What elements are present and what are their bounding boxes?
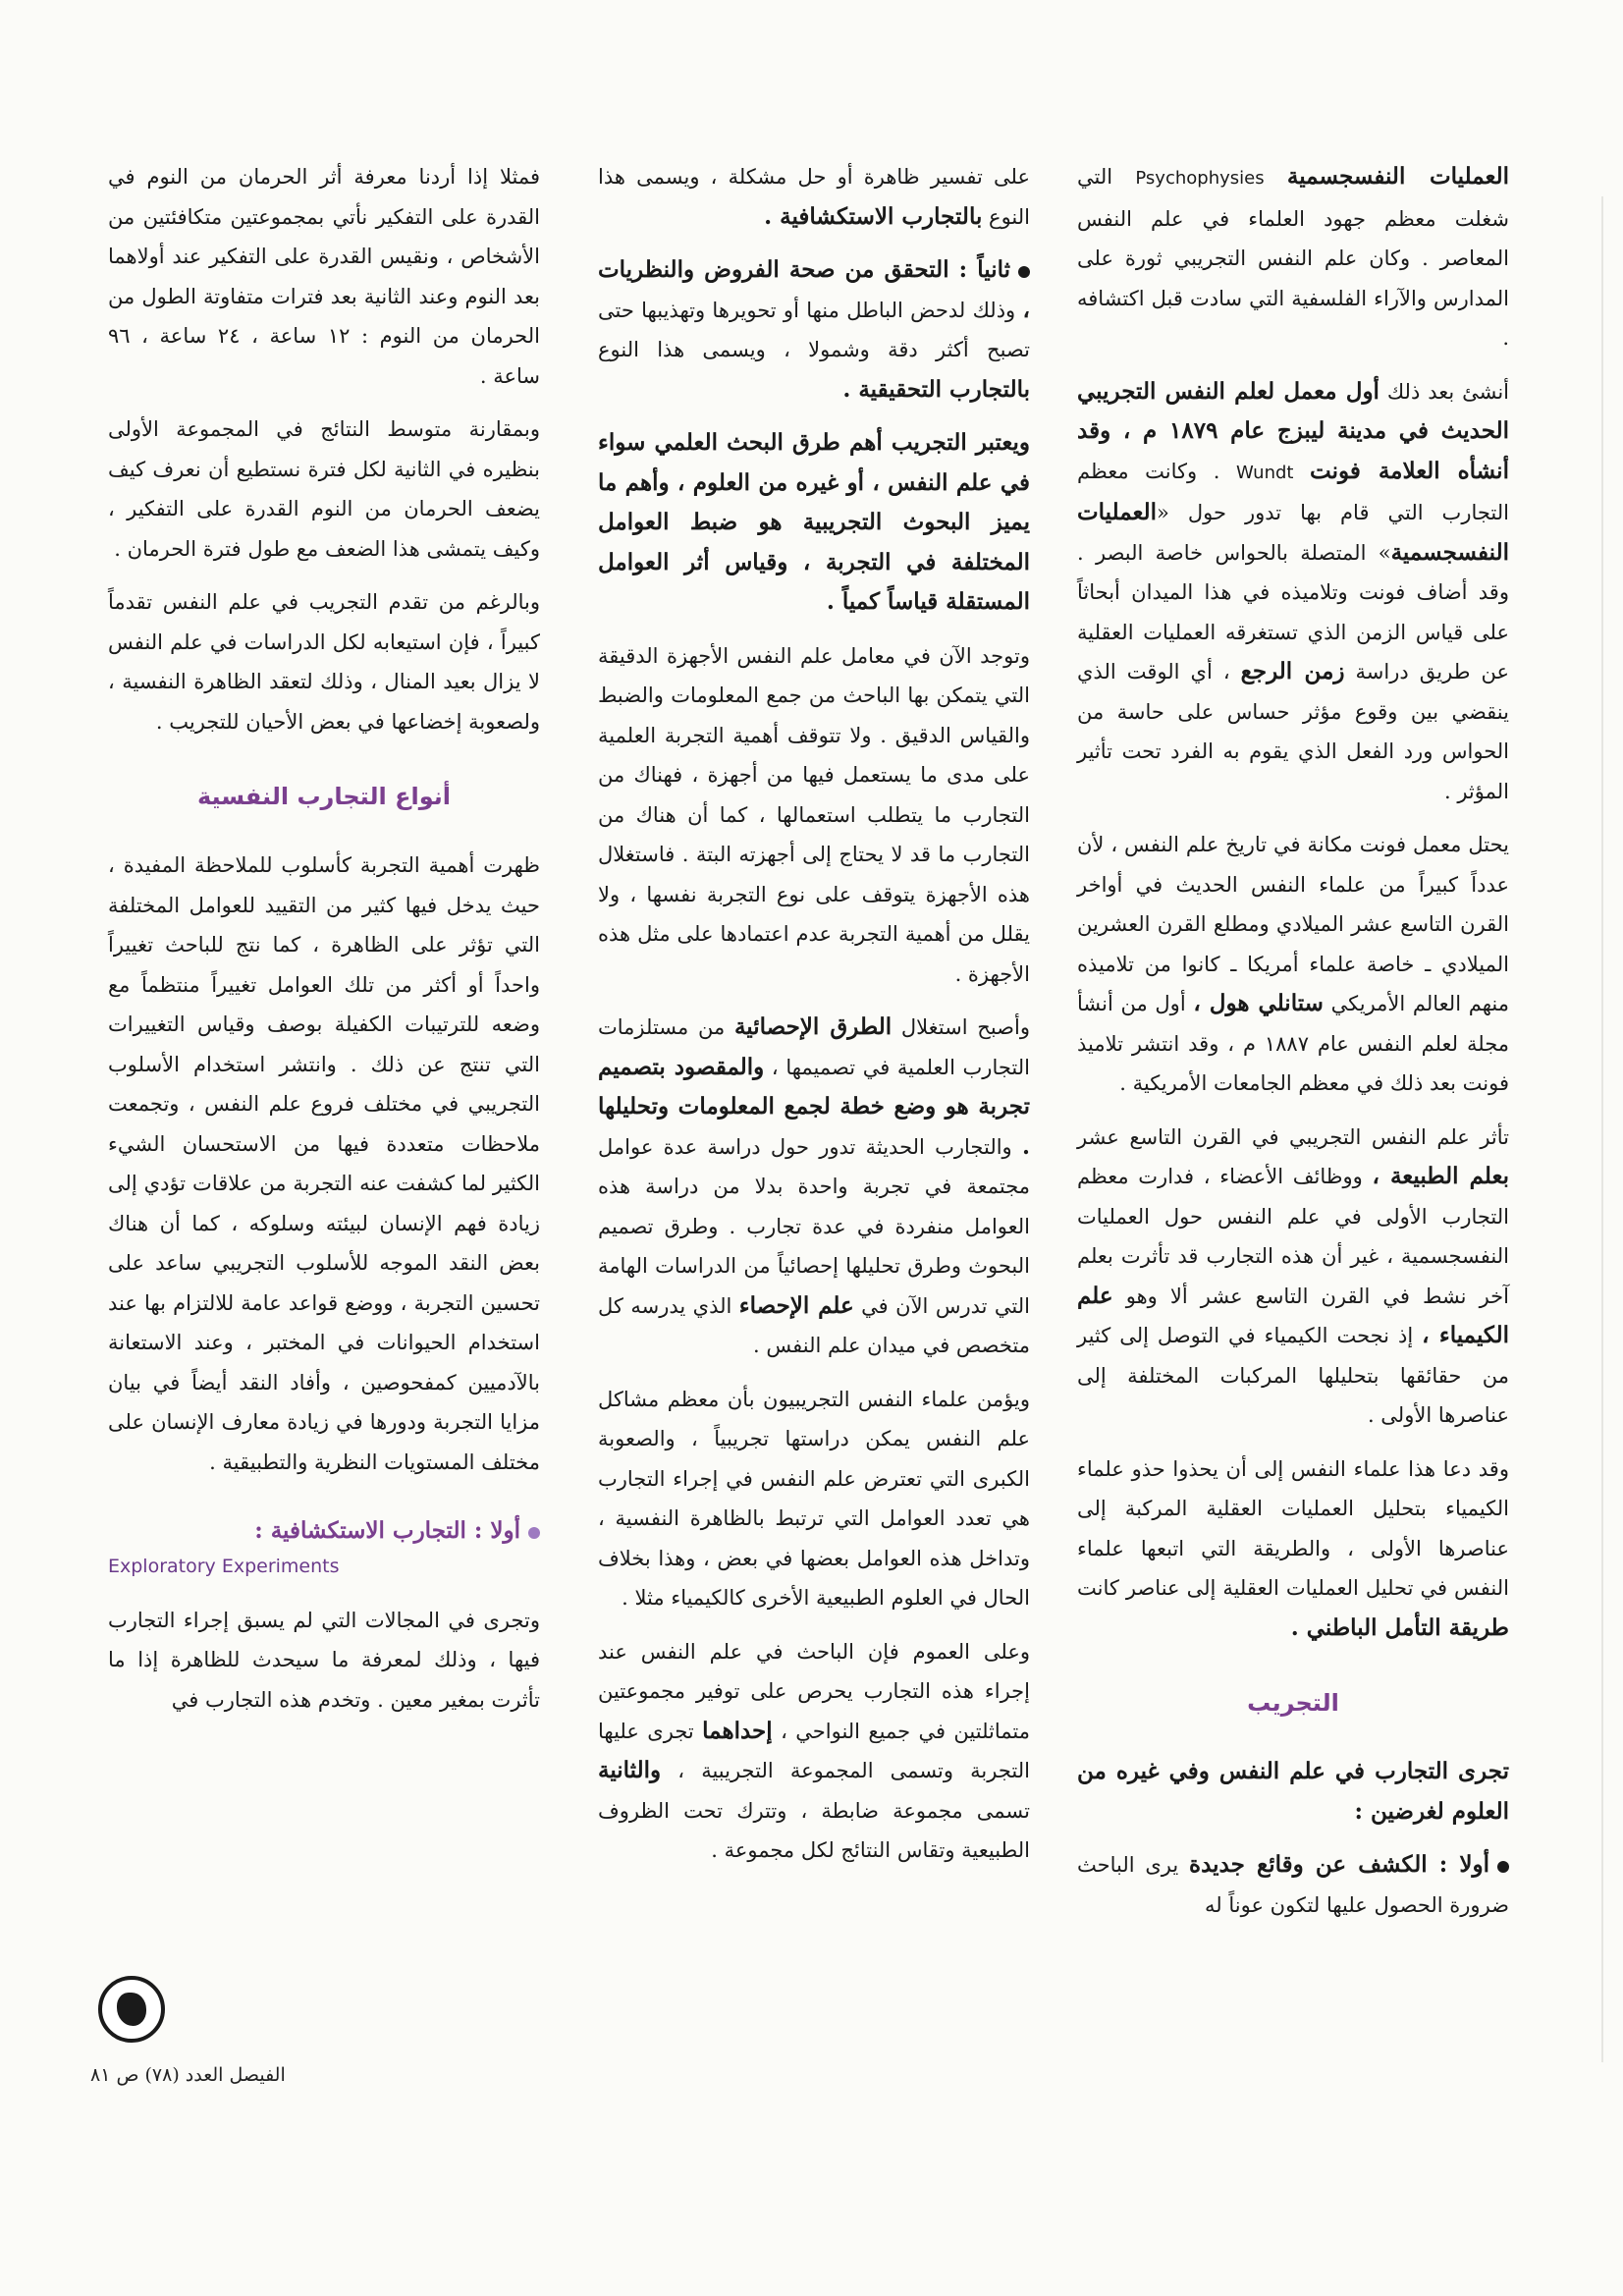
column-right: [1077, 157, 1509, 1939]
text: على تفسير ظاهرة أو حل مشكلة ، ويسمى هذا النوع: [598, 165, 1030, 229]
term-bold: علم الكيمياء ،: [1077, 1282, 1509, 1348]
text: . وكانت معظم التجارب التي قام بها تدور حول «: [1077, 459, 1509, 524]
text: تجرى عليها التجربة وتسمى المجموعة التجريبية ،: [598, 1719, 1030, 1782]
text: تسمى مجموعة ضابطة ، وتترك تحت الظروف الطبيعية وتقاس النتائج لكل مجموعة .: [598, 1798, 1030, 1862]
logo-mark: [117, 1993, 146, 2026]
subheading-latin: Exploratory Experiments: [108, 1555, 340, 1577]
term-bold: تجرى التجارب في علم النفس وفي غيره من العلوم لغرضين :: [1077, 1758, 1509, 1825]
text: وقد دعا هذا علماء النفس إلى أن يحذوا حذو علماء الكيمياء بتحليل العمليات العقلية المركبة إلى عناصرها الأولى ، والطريقة التي اتبعها علماء النفس في تحليل العمليات العقلية إلى عناصر كانت: [1077, 1456, 1509, 1600]
paragraph: [1077, 1752, 1509, 1831]
bullet-icon: [528, 1527, 540, 1539]
paragraph: ظهرت أهمية التجربة كأسلوب للملاحظة المفيدة ، حيث يدخل فيها كثير من التقييد للعوامل المختلفة التي تؤثر على الظاهرة ، كما نتج للباحث تغييراً واحداً أو أكثر من تلك العوامل تغييراً منتظماً مع وضعه للترتيبات الكفيلة بوصف وقياس التغييرات التي تنتج عن ذلك . وانتشر استخدام الأسلوب التجريبي في مختلف فروع علم النفس ، وتجمعت ملاحظات متعددة فيها من الاستحسان الشيء الكثير لما كشفت عنه التجربة من علاقات تؤدي إلى زيادة فهم الإنسان لبيئته وسلوكه ، كما أن هناك بعض النقد الموجه للأسلوب التجريبي ساعد على تحسين التجربة ، ووضع قواعد عامة للالتزام بها عند استخدام الحيوانات في المختبر ، وعند الاستعانة بالآدميين كمفحوصين ، وأفاد النقد أيضاً في بيان مزايا التجربة ودورها في زيادة معارف الإنسان على مختلف المستويات النظرية والتطبيقية .: [108, 853, 540, 1474]
text: من مستلزمات التجارب العلمية في تصميمها ،: [598, 1015, 1030, 1079]
page-footer: الفيصل العدد (٧٨) ص ٨١: [90, 2064, 286, 2086]
text: تأثر علم النفس التجريبي في القرن التاسع عشر: [1077, 1124, 1509, 1149]
term-bold: بعلم الطبيعة ،: [1372, 1163, 1510, 1189]
term-bold: الطرق الإحصائية: [733, 1013, 893, 1040]
term-bold: بالتجارب الاستكشافية .: [764, 202, 983, 230]
paragraph: وبالرغم من تقدم التجريب في علم النفس تقدماً كبيراً ، فإن استيعابه لكل الدراسات في علم النفس لا يزال بعيد المنال ، وذلك لتعقد الظاهرة النفسية ، ولصعوبة إخضاعها في بعض الأحيان للتجريب .: [108, 590, 540, 734]
term-bold: العمليات النفسجسمية: [1286, 163, 1509, 190]
page-edge-line: [1601, 196, 1603, 2062]
text: والتجارب الحديثة تدور حول دراسة عدة عوامل مجتمعة في تجربة واحدة بدلا من دراسة هذه العوامل منفردة في عدة تجارب . وطرق تصميم البحوث وطرق تحليلها إحصائياً من الدراسات الهامة التي تدرس الآن في: [598, 1134, 1030, 1318]
term-bold: ثانياً : التحقق من صحة الفروض والنظريات ،: [598, 256, 1030, 323]
bullet-icon: [1018, 266, 1030, 278]
paragraph: [598, 423, 1030, 623]
term-bold: أولا : الكشف عن وقائع جديدة: [1189, 1851, 1489, 1878]
paragraph: [598, 157, 1030, 237]
paragraph: [1077, 157, 1509, 358]
text: أنشئ بعد ذلك: [1386, 379, 1510, 404]
bullet-icon: [1497, 1861, 1509, 1873]
paragraph: [1077, 1118, 1509, 1436]
column-left: [108, 157, 540, 1733]
term-bold: والثانية: [598, 1757, 662, 1783]
term-bold: علم الإحصاء: [738, 1291, 854, 1319]
latin-term: Psychophysies: [1135, 168, 1265, 189]
subheading: أولا : التجارب الاستكشافية :: [108, 1511, 540, 1552]
paragraph: [598, 250, 1030, 410]
paragraph: [1077, 1449, 1509, 1649]
text: » المتصلة بالحواس خاصة البصر . وقد أضاف فونت وتلاميذه في هذا الميدان أبحاثاً على قياس الزمن الذي تستغرقه العمليات العقلية عن طريق دراسة: [1077, 540, 1509, 683]
paragraph: [1077, 1845, 1509, 1925]
paragraph: ويؤمن علماء النفس التجريبيون بأن معظم مشاكل علم النفس يمكن دراستها تجريبياً ، والصعوبة الكبرى التي تعترض علم النفس في إجراء التجارب هي تعدد العوامل التي ترتبط بالظاهرة النفسية ، وتداخل هذه العوامل بعضها في بعض ، وهذا بخلاف الحال في العلوم الطبيعية الأخرى كالكيمياء مثلا .: [598, 1387, 1030, 1610]
paragraph: [598, 1008, 1030, 1366]
text: التي شغلت معظم جهود العلماء في علم النفس المعاصر . وكان علم النفس التجريبي ثورة على المدارس والآراء الفلسفية التي سادت قبل اكتشافه .: [1077, 165, 1509, 350]
paragraph: [1077, 372, 1509, 812]
paragraph: فمثلا إذا أردنا معرفة أثر الحرمان من النوم في القدرة على التفكير نأتي بمجموعتين متكافئتين من الأشخاص ، ونقيس القدرة على التفكير عند أولاهما بعد النوم وعند الثانية بعد فترات متفاوتة الطول من الحرمان من النوم : ١٢ ساعة ، ٢٤ ساعة ، ٩٦ ساعة .: [108, 165, 540, 388]
paragraph: وتوجد الآن في معامل علم النفس الأجهزة الدقيقة التي يتمكن بها الباحث من جمع المعلومات والضبط والقياس الدقيق . ولا تتوقف أهمية التجربة العلمية على مدى ما يستعمل فيها من أجهزة ، فهناك من التجارب ما يتطلب استعمالها ، كما أن هناك من التجارب ما قد لا يحتاج إلى أجهزته البتة . فاستغلال هذه الأجهزة يتوقف على نوع التجربة نفسها ، ولا يقلل من أهمية التجربة عدم اعتمادها على مثل هذه الأجهزة .: [598, 643, 1030, 986]
section-heading: التجريب: [1247, 1689, 1339, 1717]
text: أول من أنشأ مجلة لعلم النفس عام ١٨٨٧ م ، وقد انتشر تلاميذ فونت بعد ذلك في معظم الجامعات الأمريكية .: [1077, 992, 1509, 1095]
term-bold: أول معمل لعلم النفس التجريبي الحديث في مدينة ليبزج عام ١٨٧٩ م ، وقد أنشأه العلامة فونت: [1077, 377, 1509, 484]
text: ، أي الوقت الذي ينقضي بين وقوع مؤثر حساس على حاسة من الحواس ورد الفعل الذي يقوم به الفرد تحت تأثير المؤثر .: [1077, 660, 1509, 803]
term-bold: ستانلي هول ،: [1193, 990, 1324, 1016]
term-bold: زمن الرجع: [1240, 658, 1345, 684]
text: ووظائف الأعضاء ، فدارت معظم التجارب الأولى في علم النفس حول العمليات النفسجسمية ، غير أن هذه التجارب قد تأثرت بعلم آخر نشط في القرن التاسع عشر ألا وهو: [1077, 1165, 1509, 1308]
column-middle: [598, 157, 1030, 1885]
term-bold: إحداهما: [702, 1717, 773, 1744]
text: إذ نجحت الكيمياء في التوصل إلى كثير من حقائقها بتحليلها المركبات المختلفة إلى عناصرها الأولى .: [1077, 1324, 1509, 1427]
text: الذي يدرسه كل متخصص في ميدان علم النفس .: [598, 1293, 1030, 1357]
latin-term: Wundt: [1236, 462, 1294, 483]
text: يرى الباحث ضرورة الحصول عليها لتكون عوناً له: [1077, 1853, 1509, 1917]
term-bold: ويعتبر التجريب أهم طرق البحث العلمي سواء في علم النفس ، أو غيره من العلوم ، وأهم ما يميز البحوث التجريبية هو ضبط العوامل المختلفة في التجربة ، وقياس أثر العوامل المستقلة قياساً كمياً .: [598, 429, 1030, 615]
term-bold: بالتجارب التحقيقية .: [842, 375, 1030, 403]
magazine-logo-icon: [98, 1976, 165, 2043]
paragraph: وبمقارنة متوسط النتائج في المجموعة الأولى بنظيره في الثانية لكل فترة نستطيع أن نعرف كيف يضعف الحرمان من النوم القدرة على التفكير ، وكيف يتمشى هذا الضعف مع طول فترة الحرمان .: [108, 417, 540, 561]
text: وأصبح استغلال: [900, 1015, 1030, 1039]
section-heading: أنواع التجارب النفسية: [197, 783, 451, 810]
paragraph: [598, 1632, 1030, 1871]
paragraph: [1077, 825, 1509, 1104]
term-bold: طريقة التأمل الباطني .: [1290, 1613, 1509, 1641]
text: وعلى العموم فإن الباحث في علم النفس عند إجراء هذه التجارب يحرص على توفير مجموعتين متماثلتين في جميع النواحي ،: [598, 1639, 1030, 1743]
text: يحتل معمل فونت مكانة في تاريخ علم النفس ، لأن عدداً كبيراً من علماء النفس الحديث في أواخر القرن التاسع عشر الميلادي ومطلع القرن العشرين الميلادي ـ خاصة علماء أمريكا ـ كانوا من تلاميذه منهم العالم الأمريكي: [1077, 833, 1509, 1015]
term-bold: والمقصود بتصميم تجربة هو وضع خطة لجمع المعلومات وتحليلها .: [598, 1053, 1030, 1160]
text: وذلك لدحض الباطل منها أو تحويرها وتهذيبها حتى تصبح أكثر دقة وشمولا ، ويسمى هذا النوع: [598, 298, 1030, 361]
term-bold: العمليات النفسجسمية: [1077, 499, 1509, 566]
paragraph: وتجرى في المجالات التي لم يسبق إجراء التجارب فيها ، وذلك لمعرفة ما سيحدث للظاهرة إذا ما تأثرت بمغير معين . وتخدم هذه التجارب في: [108, 1608, 540, 1712]
